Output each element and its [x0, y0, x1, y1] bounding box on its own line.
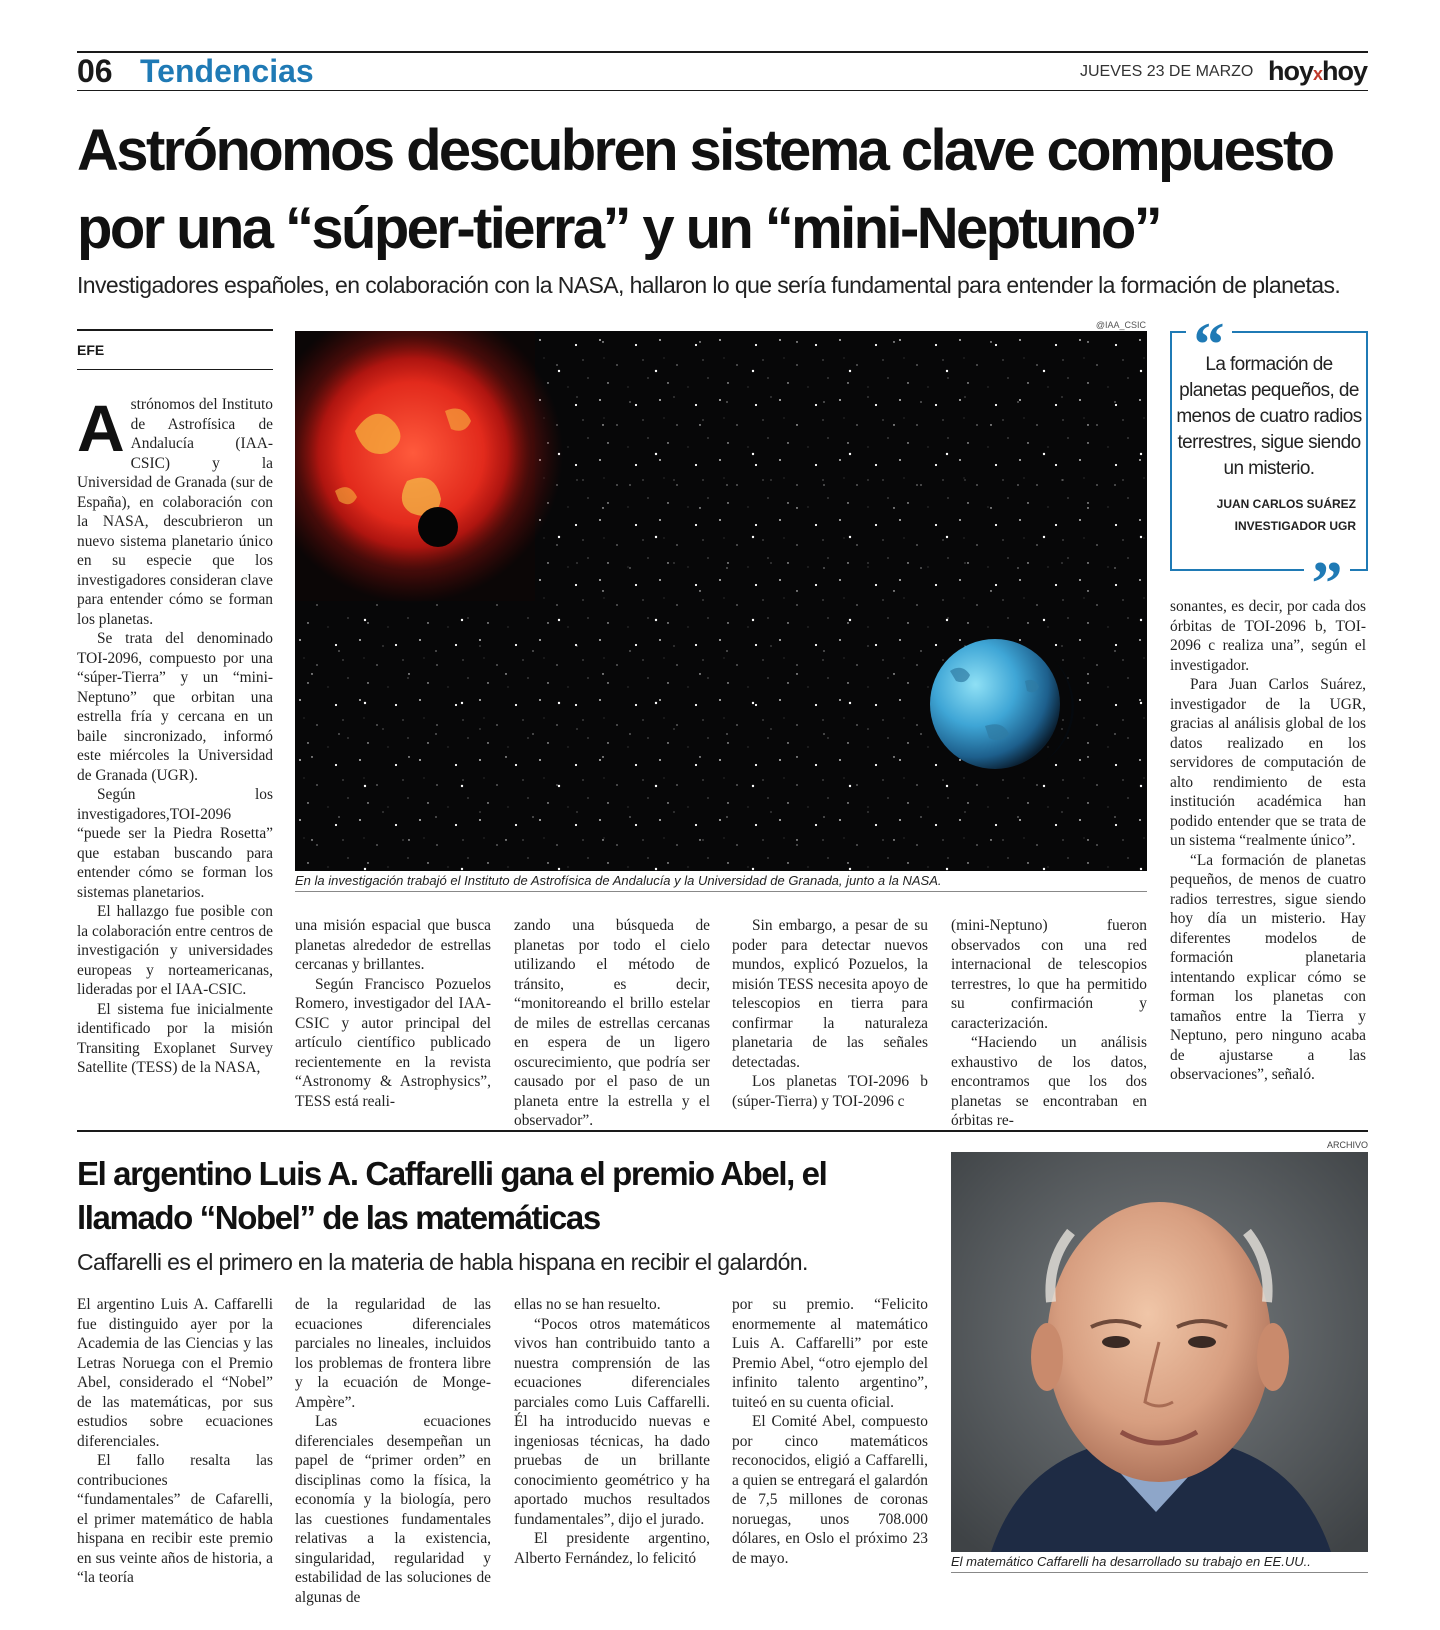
article1-column-1: [77, 391, 273, 1078]
article1-column-2: [295, 916, 491, 1111]
article2-col4-para-1: por su premio. “Felicito enormemente al matemático Luis A. Caffarelli” por este Premio Abel, “otro ejemplo del infinito talento argentino”, tuiteó en su cuenta oficial.: [732, 1296, 928, 1411]
caption-rule: [295, 891, 1147, 892]
article1-col1-para-2: Se trata del denominado TOI-2096, compuesto por una “súper-Tierra” y un “mini-Neptuno” que orbitan una estrella fría y cercana en un baile sincronizado, informó este miércoles la Universidad de Granada (UGR).: [77, 630, 273, 784]
exoplanet-illustration: [295, 331, 1147, 871]
article2-column-1: [77, 1295, 273, 1588]
article1-column-4: [732, 916, 928, 1111]
article2-col4-para-2: El Comité Abel, compuesto por cinco matemáticos reconocidos, eligió a Caffarelli, a quien se entregará el galardón de 7,5 millones de coronas noruegas, unos 708.000 dólares, en Oslo el próximo 23 de mayo.: [732, 1413, 928, 1567]
portrait-photo: [951, 1152, 1368, 1552]
portrait-caption-rule: [951, 1572, 1368, 1573]
article2-col3-para-3: El presidente argentino, Alberto Fernández, lo felicitó: [514, 1530, 710, 1567]
article1-col3-para-1: zando una búsqueda de planetas por todo el cielo utilizando el método de tránsito, es decir, “monitoreando el brillo estelar de miles de estrellas cercanas en espera de un ligero oscurecimiento, que podría ser causado por el paso de un planeta entre la estrella y el observador”.: [514, 917, 710, 1129]
article2-col2-para-1: de la regularidad de las ecuaciones diferenciales parciales no lineales, incluidos los problemas de frontera libre y la ecuación de Monge-Ampère”.: [295, 1296, 491, 1411]
byline: EFE: [77, 342, 105, 358]
article1-col2-para-1: una misión espacial que busca planetas alrededor de estrellas cercanas y brillantes.: [295, 917, 491, 973]
byline-rule-top: [77, 329, 273, 331]
article1-column-3: [514, 916, 710, 1131]
article1-col4-para-1: Sin embargo, a pesar de su poder para detectar nuevos mundos, explicó Pozuelos, la misión TESS necesita apoyo de telescopios en tierra para confirmar la naturaleza planetaria de las señales detectadas.: [732, 917, 928, 1071]
portrait-caption: El matemático Caffarelli ha desarrollado su trabajo en EE.UU..: [951, 1554, 1311, 1569]
issue-date: JUEVES 23 DE MARZO: [1080, 63, 1254, 80]
page-number: 06: [77, 53, 113, 89]
photo-credit: @IAA_CSIC: [1095, 320, 1146, 330]
article1-col2-para-2: Según Francisco Pozuelos Romero, investigador del IAA-CSIC y autor principal del artículo científico publicado recientemente en la revista “Astronomy & Astrophysics”, TESS está reali-: [295, 975, 491, 1110]
article-separator: [77, 1130, 1368, 1132]
section-title: Tendencias: [140, 53, 314, 89]
article2-col2-para-2: Las ecuaciones diferenciales desempeñan un papel de “primer orden” en disciplinas como la física, la economía y la biología, pero las cuestiones fundamentales relativas a la existencia, singularidad, regularidad y estabilidad de las soluciones de algunas de: [295, 1413, 491, 1606]
space-photo: [295, 331, 1147, 871]
article2-col1-para-2: El fallo resalta las contribuciones “fundamentales” de Cafarelli, el primer matemático de habla hispana en recibir este premio en sus veinte años de historia, a “la teoría: [77, 1452, 273, 1586]
quote-author-name: JUAN CARLOS SUÁREZ: [1216, 497, 1356, 511]
article1-col5-para-2: “Haciendo un análisis exhaustivo de los datos, encontramos que los dos planetas se encontraban en órbitas re-: [951, 1034, 1147, 1129]
quote-author-role: INVESTIGADOR UGR: [1234, 519, 1356, 533]
article2-column-2: [295, 1295, 491, 1607]
article1-deck: Investigadores españoles, en colaboración con la NASA, hallaron lo que sería fundamental para entender la formación de planetas.: [77, 272, 1341, 298]
article1-headline: Astrónomos descubren sistema clave compuesto por una “súper-tierra” y un “mini-Neptuno”: [77, 118, 1333, 261]
pull-quote-attribution: [1176, 493, 1356, 537]
article2-headline: El argentino Luis A. Caffarelli gana el premio Abel, el llamado “Nobel” de las matemáticas: [77, 1155, 827, 1236]
article2-deck: Caffarelli es el primero en la materia de habla hispana en recibir el galardón.: [77, 1249, 808, 1275]
article1-col6-para-3: “La formación de planetas pequeños, de menos de cuatro radios terrestres, sigue siendo hoy día un misterio. Hay diferentes modelos de formación planetaria intentando explicar cómo se forman los planetas con tamaños entre la Tierra y Neptuno, pero ninguno acaba de ajustarse a las observaciones”, señaló.: [1170, 851, 1366, 1083]
article1-col6-para-2: Para Juan Carlos Suárez, investigador de la UGR, gracias al análisis global de los datos realizado en los servidores de computación de alto rendimiento de esta institución académica han podido entender que se trata de un sistema “realmente único”.: [1170, 676, 1366, 849]
pull-quote-text: La formación de planetas pequeños, de menos de cuatro radios terrestres, sigue siendo un misterio.: [1176, 354, 1362, 479]
article1-column-5: [951, 916, 1147, 1131]
article2-col3-para-2: “Pocos otros matemáticos vivos han contribuido tanto a nuestra comprensión de las ecuaciones diferenciales parciales como Luis Caffarelli. Él ha introducido nuevas e ingeniosas técnicas, ha dado pruebas de un brillante conocimiento geométrico y ha aportado muchos resultados fundamentales”, dijo el jurado.: [514, 1315, 710, 1528]
article2-column-3: [514, 1295, 710, 1568]
quote-open-icon: “: [1186, 314, 1232, 348]
drop-cap: A: [77, 391, 125, 465]
article1-col5-para-1: (mini-Neptuno) fueron observados con una red internacional de telescopios terrestres, lo que ha permitido su confirmación y caracterización.: [951, 917, 1147, 1032]
brand-logo: hoyxhoy: [1268, 56, 1368, 86]
article1-col6-para-1: sonantes, es decir, por cada dos órbitas de TOI-2096 b, TOI-2096 c realiza una”, según el investigador.: [1170, 598, 1366, 674]
article1-col1-para-4: El hallazgo fue posible con la colaboración entre centros de investigación y universidades europeas y norteamericanas, lideradas por el IAA-CSIC.: [77, 903, 273, 998]
byline-rule-bottom: [77, 369, 273, 370]
article1-col1-para-1: Astrónomos del Instituto de Astrofísica de Andalucía (IAA-CSIC) y la Universidad de Granada (sur de España), en colaboración con la NASA, descubrieron un nuevo sistema planetario único en su especie que los investigadores consideran clave para entender cómo se forman los planetas.: [77, 391, 273, 628]
quote-close-icon: ”: [1304, 553, 1350, 589]
article1-col4-para-2: Los planetas TOI-2096 b (súper-Tierra) y TOI-2096 c: [732, 1073, 928, 1110]
article2-column-4: [732, 1295, 928, 1568]
photo-caption: En la investigación trabajó el Instituto de Astrofísica de Andalucía y la Universidad de Granada, junto a la NASA.: [295, 873, 942, 888]
header-bottom-rule: [77, 90, 1368, 91]
caffarelli-portrait: [951, 1152, 1368, 1552]
article1-col1-para-5: El sistema fue inicialmente identificado por la misión Transiting Exoplanet Survey Satellite (TESS) de la NASA,: [77, 1000, 273, 1076]
article1-column-6: [1170, 597, 1366, 1085]
article2-col3-para-1: ellas no se han resuelto.: [514, 1296, 661, 1313]
article2-col1-para-1: El argentino Luis A. Caffarelli fue distinguido ayer por la Academia de las Ciencias y las Letras Noruega con el Premio Abel, considerado el “Nobel” de las matemáticas, por sus estudios sobre ecuaciones diferenciales.: [77, 1296, 273, 1450]
article1-col1-para-3: Según los investigadores,TOI-2096 “puede ser la Piedra Rosetta” que estaban buscando para entender cómo se forman los sistemas planetarios.: [77, 786, 273, 901]
portrait-credit: ARCHIVO: [1326, 1140, 1368, 1150]
